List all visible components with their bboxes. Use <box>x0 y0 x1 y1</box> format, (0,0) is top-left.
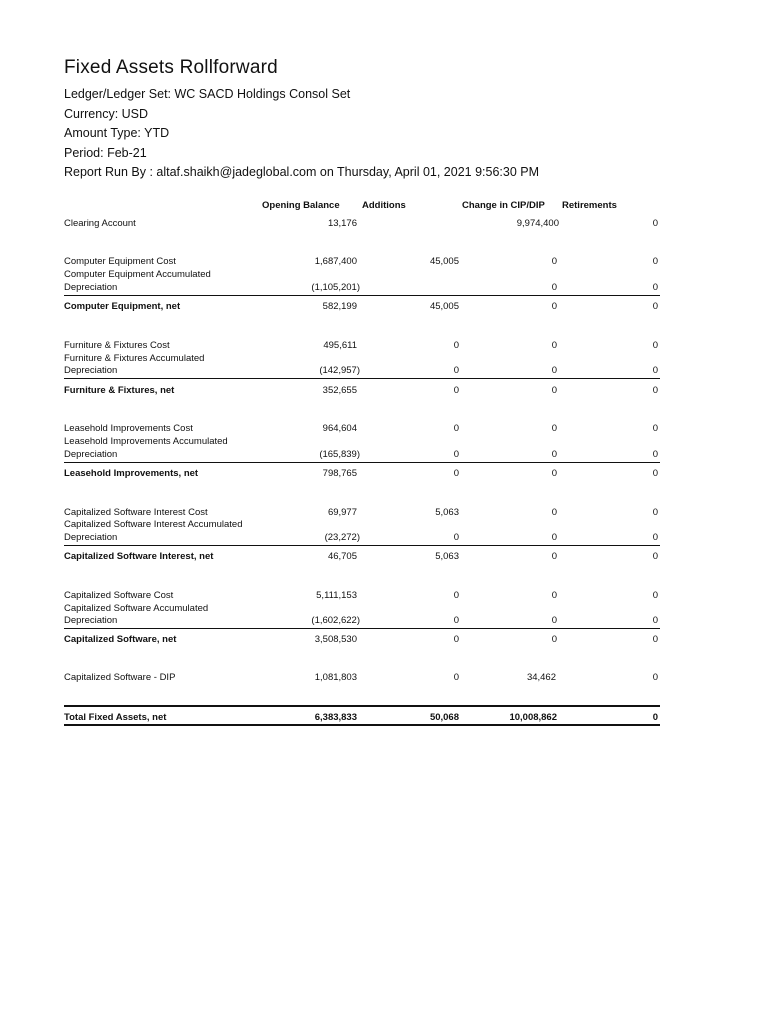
cell-cip: 0 <box>551 532 557 543</box>
row-label: Capitalized Software Interest Accumulated <box>64 519 243 530</box>
subtotal-rule <box>64 295 660 296</box>
cell-opening: 69,977 <box>327 507 357 518</box>
col-header-cip: Change in CIP/DIP <box>462 200 545 211</box>
cell-additions: 0 <box>453 423 459 434</box>
cell-retirements: 0 <box>652 634 658 645</box>
row-label: Capitalized Software - DIP <box>64 672 176 683</box>
row-label: Furniture & Fixtures, net <box>64 385 175 396</box>
cell-additions: 0 <box>453 385 459 396</box>
cell-cip: 0 <box>551 423 557 434</box>
cell-retirements: 0 <box>652 365 658 376</box>
cell-retirements: 0 <box>652 218 658 229</box>
amount-type-line: Amount Type: YTD <box>64 126 170 140</box>
cell-cip: 0 <box>551 634 557 645</box>
row-label: Depreciation <box>64 365 118 376</box>
cell-retirements: 0 <box>652 385 658 396</box>
cell-opening: 13,176 <box>327 218 357 229</box>
cell-cip: 0 <box>551 282 557 293</box>
cell-opening: 5,111,153 <box>316 590 357 601</box>
cell-opening: 582,199 <box>322 301 357 312</box>
cell-opening: 1,687,400 <box>314 256 357 267</box>
row-label: Computer Equipment, net <box>64 301 181 312</box>
row-label: Depreciation <box>64 449 118 460</box>
cell-retirements: 0 <box>652 615 658 626</box>
row-label: Capitalized Software Cost <box>64 590 174 601</box>
period-line: Period: Feb-21 <box>64 146 147 160</box>
cell-cip: 0 <box>551 615 557 626</box>
cell-opening: 1,081,803 <box>314 672 357 683</box>
cell-cip: 0 <box>551 365 557 376</box>
cell-retirements: 0 <box>652 340 658 351</box>
row-label: Computer Equipment Cost <box>64 256 176 267</box>
cell-cip: 0 <box>551 301 557 312</box>
row-label: Depreciation <box>64 282 118 293</box>
cell-opening: (165,839) <box>319 449 360 460</box>
col-header-opening: Opening Balance <box>262 200 340 211</box>
cell-additions: 5,063 <box>435 551 459 562</box>
row-label: Computer Equipment Accumulated <box>64 269 211 280</box>
cell-retirements: 0 <box>652 282 658 293</box>
cell-additions: 0 <box>453 449 459 460</box>
row-label: Leasehold Improvements Accumulated <box>64 436 228 447</box>
total-top-rule <box>64 705 660 707</box>
cell-opening: (1,602,622) <box>311 615 360 626</box>
cell-additions: 45,005 <box>429 301 459 312</box>
subtotal-rule <box>64 462 660 463</box>
cell-cip: 34,462 <box>526 672 556 683</box>
currency-line: Currency: USD <box>64 107 149 121</box>
total-cip: 10,008,862 <box>509 712 557 723</box>
row-label: Depreciation <box>64 615 118 626</box>
cell-cip: 0 <box>551 551 557 562</box>
cell-retirements: 0 <box>652 449 658 460</box>
cell-cip: 0 <box>551 449 557 460</box>
row-label: Leasehold Improvements, net <box>64 468 199 479</box>
cell-retirements: 0 <box>652 301 658 312</box>
subtotal-rule <box>64 628 660 629</box>
row-label: Clearing Account <box>64 218 136 229</box>
cell-cip: 9,974,400 <box>516 218 559 229</box>
cell-additions: 0 <box>453 340 459 351</box>
row-label: Capitalized Software, net <box>64 634 177 645</box>
row-label: Capitalized Software Interest, net <box>64 551 214 562</box>
total-bottom-rule <box>64 724 660 726</box>
total-additions: 50,068 <box>429 712 459 723</box>
cell-opening: (1,105,201) <box>311 282 360 293</box>
subtotal-rule <box>64 545 660 546</box>
cell-cip: 0 <box>551 385 557 396</box>
col-header-additions: Additions <box>362 200 406 211</box>
total-retirements: 0 <box>652 712 658 723</box>
row-label: Furniture & Fixtures Accumulated <box>64 353 205 364</box>
cell-additions: 0 <box>453 590 459 601</box>
cell-additions: 0 <box>453 365 459 376</box>
cell-retirements: 0 <box>652 532 658 543</box>
cell-opening: 352,655 <box>322 385 357 396</box>
cell-retirements: 0 <box>652 423 658 434</box>
cell-cip: 0 <box>551 590 557 601</box>
cell-retirements: 0 <box>652 507 658 518</box>
cell-opening: 3,508,530 <box>314 634 357 645</box>
row-label: Leasehold Improvements Cost <box>64 423 193 434</box>
cell-cip: 0 <box>551 507 557 518</box>
cell-additions: 0 <box>453 634 459 645</box>
cell-retirements: 0 <box>652 256 658 267</box>
cell-retirements: 0 <box>652 468 658 479</box>
ledger-line: Ledger/Ledger Set: WC SACD Holdings Consol Set <box>64 87 351 101</box>
total-opening: 6,383,833 <box>314 712 357 723</box>
cell-additions: 5,063 <box>435 507 459 518</box>
cell-additions: 45,005 <box>429 256 459 267</box>
cell-additions: 0 <box>453 468 459 479</box>
cell-retirements: 0 <box>652 551 658 562</box>
cell-opening: (23,272) <box>324 532 360 543</box>
cell-cip: 0 <box>551 256 557 267</box>
cell-opening: 964,604 <box>322 423 357 434</box>
row-label: Depreciation <box>64 532 118 543</box>
cell-retirements: 0 <box>652 672 658 683</box>
cell-retirements: 0 <box>652 590 658 601</box>
row-label: Furniture & Fixtures Cost <box>64 340 170 351</box>
cell-cip: 0 <box>551 340 557 351</box>
row-label: Capitalized Software Accumulated <box>64 603 209 614</box>
col-header-retirements: Retirements <box>562 200 617 211</box>
cell-opening: 798,765 <box>322 468 357 479</box>
cell-opening: 46,705 <box>327 551 357 562</box>
report-title: Fixed Assets Rollforward <box>64 57 278 78</box>
run-by-line: Report Run By : altaf.shaikh@jadeglobal.com on Thursday, April 01, 2021 9:56:30 PM <box>64 165 539 179</box>
cell-additions: 0 <box>453 532 459 543</box>
cell-opening: 495,611 <box>323 340 357 351</box>
cell-additions: 0 <box>453 615 459 626</box>
row-label: Capitalized Software Interest Cost <box>64 507 208 518</box>
cell-opening: (142,957) <box>319 365 360 376</box>
cell-cip: 0 <box>551 468 557 479</box>
subtotal-rule <box>64 378 660 379</box>
total-label: Total Fixed Assets, net <box>64 712 167 723</box>
cell-additions: 0 <box>453 672 459 683</box>
